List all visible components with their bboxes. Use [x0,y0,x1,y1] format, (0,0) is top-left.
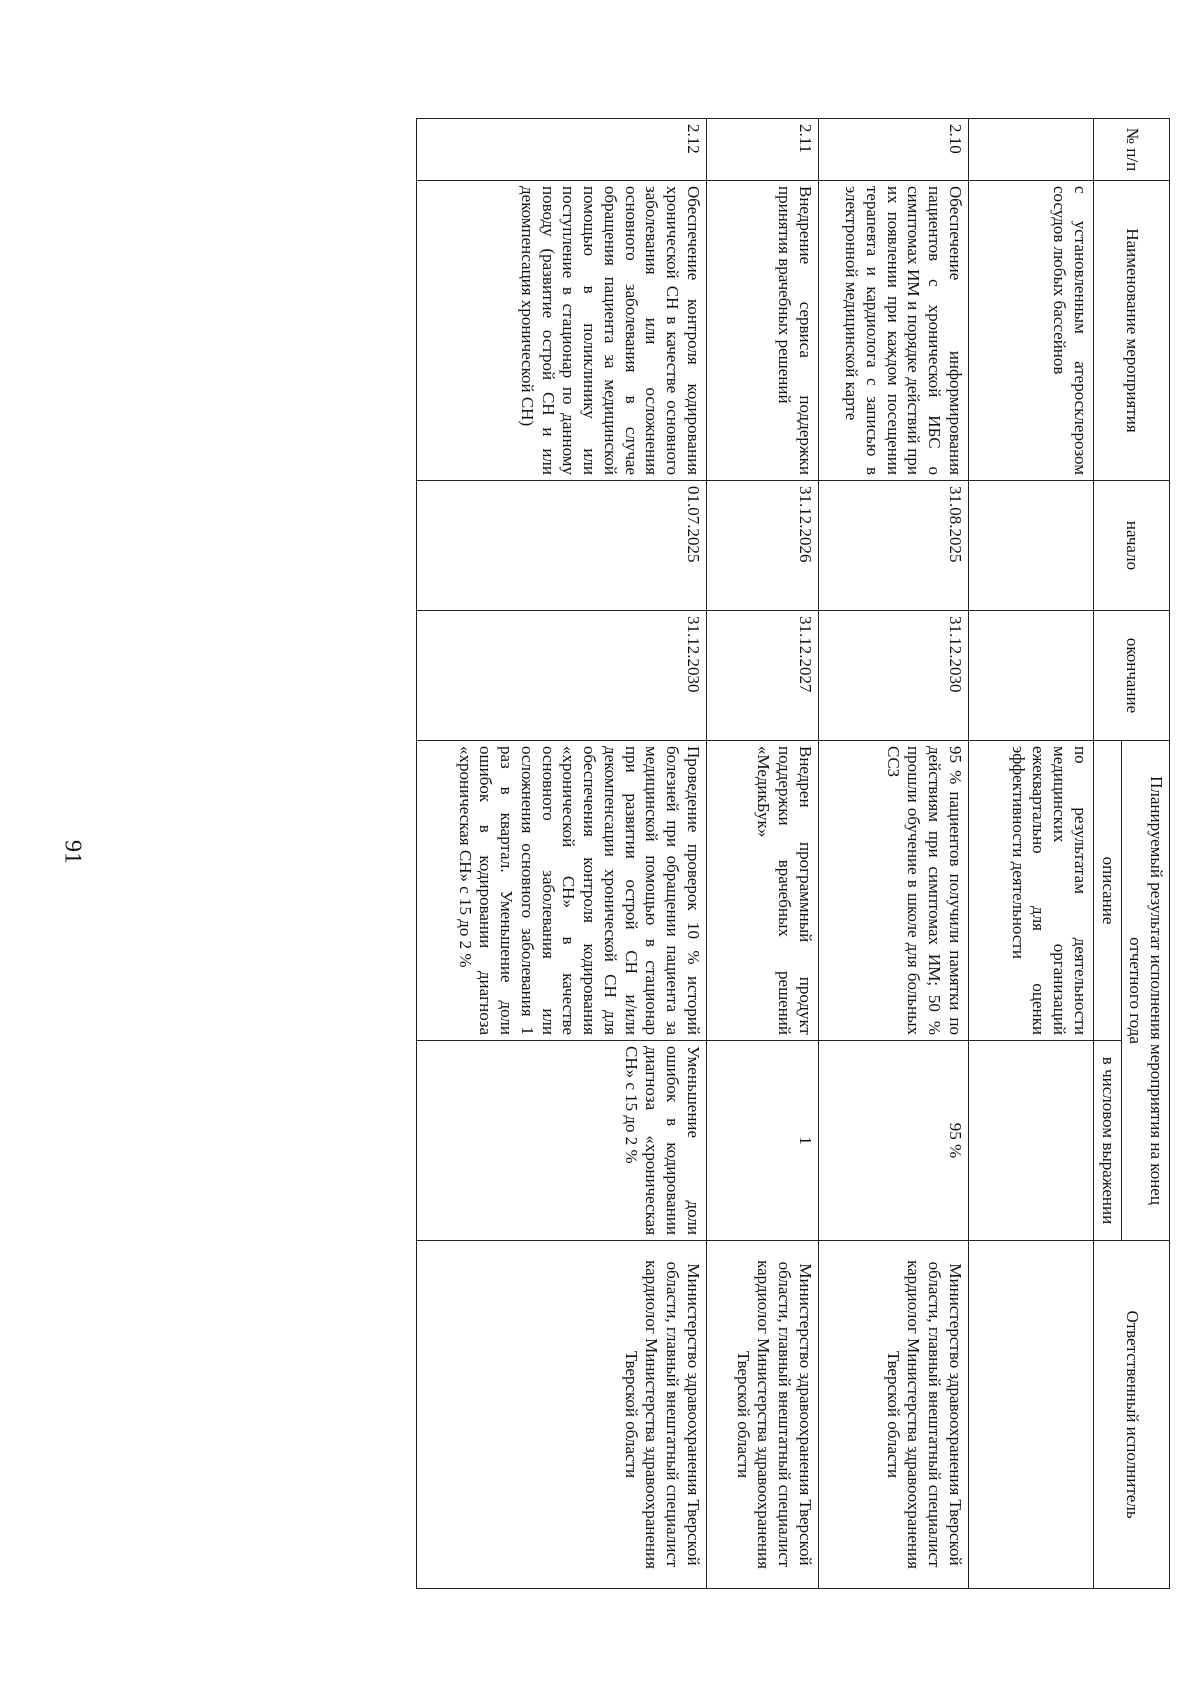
row-num: 2.10 [818,119,968,181]
document-sheet [170,118,1170,1588]
header-num: № п/п [1093,119,1169,181]
row-start: 31.08.2025 [818,481,968,611]
row-start [968,481,1093,611]
row-val [968,1041,1093,1241]
header-result: Планируемый результат исполнения мероприятия на конец отчетного года [1121,741,1169,1241]
header-result-desc: описание [1093,741,1121,1041]
table-row [706,119,818,1589]
row-responsible: Министерство здравоохранения Тверской области, главный внештатный специалист кардиолог Министерства здравоохранения Тверской области [706,1241,818,1589]
row-end [968,611,1093,741]
row-name: Обеспечение контроля кодирования хронической СН в качестве основного заболевания или осложнения основного заболевания в случае обращения пациента за медицинской помощью в поликлинику или поступление в стационар по данному поводу (развитие острой СН и или декомпенсация хронической СН) [416,181,706,481]
row-start: 01.07.2025 [416,481,706,611]
row-responsible: Министерство здравоохранения Тверской области, главный внештатный специалист кардиолог Министерства здравоохранения Тверской области [416,1241,706,1589]
row-num: 2.12 [416,119,706,181]
row-responsible: Министерство здравоохранения Тверской области, главный внештатный специалист кардиолог Министерства здравоохранения Тверской области [818,1241,968,1589]
header-result-val: в числовом выражении [1093,1041,1121,1241]
row-desc: Внедрен программный продукт поддержки врачебных решений «МедикБук» [706,741,818,1041]
table-row [818,119,968,1589]
page-number: 91 [59,840,86,864]
row-name: Внедрение сервиса поддержки принятия врачебных решений [706,181,818,481]
header-start: начало [1093,481,1169,611]
row-val: 1 [706,1041,818,1241]
table-row [416,119,706,1589]
row-end: 31.12.2030 [818,611,968,741]
measures-table [416,118,1170,1589]
row-num: 2.11 [706,119,818,181]
row-val: Уменьшение доли ошибок в кодировании диагноза «хроническая СН» с 15 до 2 % [416,1041,706,1241]
row-val: 95 % [818,1041,968,1241]
row-desc: Проведение проверок 10 % историй болезней при обращении пациента за медицинской помощью в стационар при развитии острой СН и/или декомпенсации хронической СН для обеспечения контроля кодирования «хронической СН» в качестве основного заболевания или осложнения основного заболевания 1 раз в квартал. Уменьшение доли ошибок в кодировании диагноза «хроническая СН» с 15 до 2 % [416,741,706,1041]
row-start: 31.12.2026 [706,481,818,611]
row-desc: по результатам деятельности медицинских организаций ежеквартально для оценки эффективности деятельности [968,741,1093,1041]
row-end: 31.12.2027 [706,611,818,741]
header-name: Наименование мероприятия [1093,181,1169,481]
row-end: 31.12.2030 [416,611,706,741]
table-row [968,119,1093,1589]
header-end: окончание [1093,611,1169,741]
header-responsible: Ответственный исполнитель [1093,1241,1169,1589]
row-name: с установленным атеросклерозом сосудов любых бассейнов [968,181,1093,481]
row-desc: 95 % пациентов получили памятки по действиям при симптомах ИМ; 50 % прошли обучение в школе для больных ССЗ [818,741,968,1041]
row-num [968,119,1093,181]
row-responsible [968,1241,1093,1589]
row-name: Обеспечение информирования пациентов с хронической ИБС о симптомах ИМ и порядке действий при их появлении при каждом посещении терапевта и кардиолога с записью в электронной медицинской карте [818,181,968,481]
